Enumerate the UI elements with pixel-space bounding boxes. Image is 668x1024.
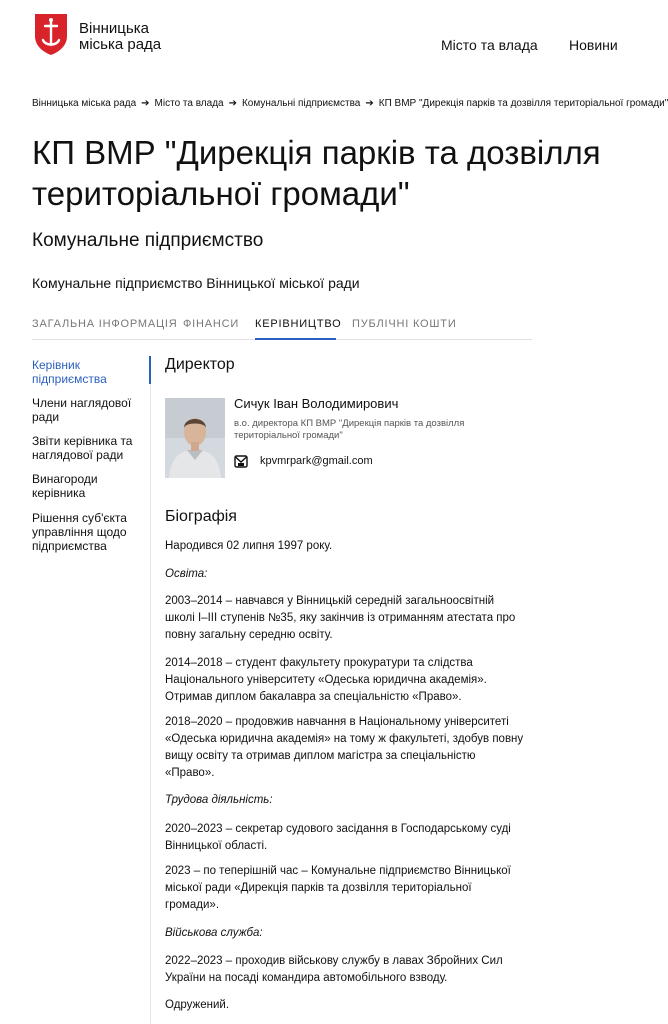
- sidebar-item-remuneration[interactable]: [32, 472, 144, 500]
- director-email-link[interactable]: kpvmrpark@gmail.com: [260, 455, 373, 467]
- breadcrumb: [32, 98, 668, 109]
- sidebar-item-label: управління щодо: [32, 525, 127, 539]
- bio-paragraph: [165, 655, 537, 706]
- nav-news[interactable]: Новини: [569, 37, 618, 53]
- bio-military-label: Військова служба:: [165, 927, 263, 939]
- organization-full-name: Комунальне підприємство Вінницької міської ради: [32, 275, 360, 291]
- director-position-line: в.о. директора КП ВМР "Дирекція парків та дозвілля: [234, 418, 465, 429]
- sidebar-divider: [150, 384, 151, 1024]
- director-position-line: територіальної громади": [234, 430, 343, 441]
- bio-paragraph: [165, 863, 537, 914]
- page-title-line-1: КП ВМР "Дирекція парків та дозвілля: [32, 134, 601, 171]
- bio-line: «Право».: [165, 767, 215, 779]
- breadcrumb-item[interactable]: Комунальні підприємства: [241, 98, 361, 109]
- bio-line: вищу освіту та отримав диплом магістра за спеціальністю: [165, 750, 476, 762]
- sidebar-item-label: Керівник: [32, 358, 80, 372]
- bio-line: міської ради «Дирекція парків та дозвілля територіальної: [165, 882, 472, 894]
- logo-title[interactable]: [79, 21, 161, 53]
- sidebar-item-label: керівника: [32, 486, 86, 500]
- mail-icon: [234, 455, 248, 468]
- bio-line: 2018–2020 – продовжив навчання в Національному університеті: [165, 716, 509, 728]
- active-tab-indicator: [255, 338, 336, 340]
- sidebar-item-label: Рішення суб'єкта: [32, 511, 127, 525]
- director-photo: [165, 398, 225, 478]
- bio-paragraph: [165, 821, 537, 855]
- director-name: Сичук Іван Володимирович: [234, 396, 399, 411]
- bio-line: 2014–2018 – студент факультету прокуратури та слідства: [165, 657, 473, 669]
- bio-line: 2003–2014 – навчався у Вінницькій середній загальноосвітній: [165, 595, 495, 607]
- bio-paragraph: [165, 714, 537, 782]
- sidebar-item-label: підприємства: [32, 372, 107, 386]
- bio-line: України на посаді командира автомобільного взводу.: [165, 972, 448, 984]
- page-title-line-2: територіальної громади": [32, 175, 410, 212]
- sidebar-item-label: наглядової ради: [32, 448, 124, 462]
- tab-finance[interactable]: ФІНАНСИ: [183, 318, 240, 330]
- breadcrumb-current: КП ВМР "Дирекція парків та дозвілля територіальної громади": [378, 98, 668, 109]
- bio-line: Національного університету «Одеська юридична академія».: [165, 674, 487, 686]
- breadcrumb-item[interactable]: Вінницька міська рада: [32, 98, 137, 109]
- tab-general-info[interactable]: ЗАГАЛЬНА ІНФОРМАЦІЯ: [32, 318, 178, 330]
- page-subtitle: Комунальне підприємство: [32, 230, 264, 251]
- bio-line: 2023 – по теперішній час – Комунальне підприємство Вінницької: [165, 865, 511, 877]
- person-portrait-icon: [165, 398, 225, 478]
- sidebar-item-label: Члени наглядової: [32, 396, 132, 410]
- site-header: [0, 0, 639, 78]
- sidebar-item-label: Звіти керівника та: [32, 434, 133, 448]
- bio-birth: Народився 02 липня 1997 року.: [165, 540, 333, 552]
- sidebar-active-indicator: [149, 356, 151, 384]
- city-coat-of-arms-logo[interactable]: [33, 12, 69, 56]
- bio-line: громади».: [165, 899, 220, 911]
- bio-paragraph: [165, 593, 537, 644]
- arrow-right-icon: ➔: [141, 98, 150, 109]
- tab-management[interactable]: КЕРІВНИЦТВО: [255, 318, 342, 330]
- sidebar-item-management-decisions[interactable]: [32, 511, 144, 553]
- page-title: [32, 132, 652, 214]
- logo-line-2: міська рада: [79, 36, 162, 53]
- bio-line: Отримав диплом бакалавра за спеціальністю «Право».: [165, 691, 462, 703]
- director-heading: Директор: [165, 356, 235, 373]
- bio-line: 2022–2023 – проходив військову службу в лавах Збройних Сил: [165, 955, 503, 967]
- bio-work-label: Трудова діяльність:: [165, 794, 273, 806]
- tab-public-funds[interactable]: ПУБЛІЧНІ КОШТИ: [352, 318, 457, 330]
- breadcrumb-item[interactable]: Місто та влада: [154, 98, 224, 109]
- bio-marital-status: Одружений.: [165, 999, 230, 1011]
- sidebar-item-label: підприємства: [32, 539, 107, 553]
- director-position: [234, 418, 494, 442]
- sidebar-item-head[interactable]: [32, 358, 144, 386]
- bio-line: школі I–III ступенів №35, яку закінчив із отриманням атестата про: [165, 612, 516, 624]
- bio-line: Вінницької області.: [165, 840, 268, 852]
- sidebar-item-label: Винагороди: [32, 472, 98, 486]
- sidebar-item-supervisory-board[interactable]: [32, 396, 144, 424]
- arrow-right-icon: ➔: [365, 98, 374, 109]
- bio-education-label: Освіта:: [165, 568, 208, 580]
- logo-line-1: Вінницька: [79, 20, 149, 37]
- bio-line: повну загальну середню освіту.: [165, 629, 333, 641]
- bio-line: 2020–2023 – секретар судового засідання в Господарському суді: [165, 823, 511, 835]
- arrow-right-icon: ➔: [228, 98, 237, 109]
- biography-heading: Біографія: [165, 508, 237, 525]
- bio-paragraph: [165, 953, 537, 987]
- sidebar-item-label: ради: [32, 410, 60, 424]
- bio-line: «Одеська юридична академія» на тому ж факультеті, здобув повну: [165, 733, 524, 745]
- nav-city-and-government[interactable]: Місто та влада: [441, 37, 538, 53]
- sidebar-item-reports[interactable]: [32, 434, 144, 462]
- tab-bar: [32, 318, 532, 340]
